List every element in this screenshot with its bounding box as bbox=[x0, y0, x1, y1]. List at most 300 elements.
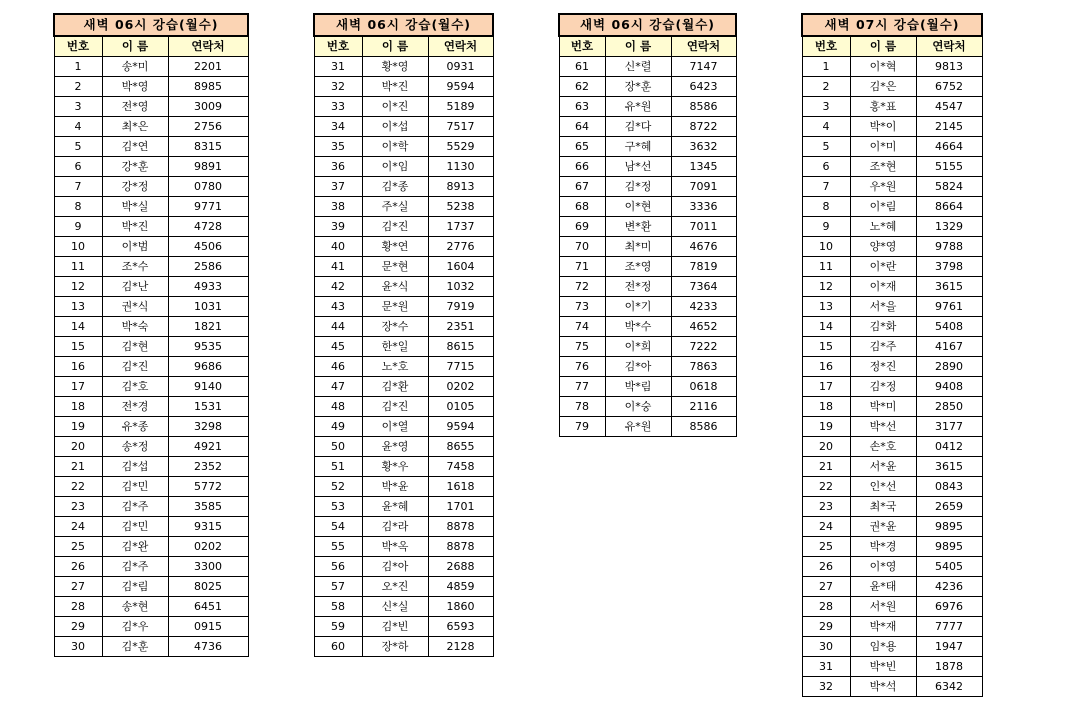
table-row bbox=[802, 677, 982, 697]
table-row bbox=[802, 657, 982, 677]
cell-name: 김*진 bbox=[362, 217, 428, 237]
cell-name: 김*림 bbox=[102, 577, 168, 597]
cell-name: 황*영 bbox=[362, 57, 428, 77]
cell-number: 20 bbox=[54, 437, 102, 457]
cell-contact: 9895 bbox=[916, 537, 982, 557]
roster-table-2 bbox=[313, 13, 494, 657]
cell-number: 11 bbox=[54, 257, 102, 277]
cell-name: 장*훈 bbox=[605, 77, 671, 97]
cell-contact: 3615 bbox=[916, 277, 982, 297]
cell-contact: 3632 bbox=[671, 137, 736, 157]
cell-contact: 0105 bbox=[428, 397, 493, 417]
table-row bbox=[802, 217, 982, 237]
cell-contact: 3585 bbox=[168, 497, 248, 517]
cell-contact: 9895 bbox=[916, 517, 982, 537]
cell-name: 유*원 bbox=[605, 97, 671, 117]
cell-number: 76 bbox=[559, 357, 605, 377]
table-row bbox=[559, 277, 736, 297]
cell-number: 1 bbox=[54, 57, 102, 77]
cell-contact: 1860 bbox=[428, 597, 493, 617]
cell-name: 인*선 bbox=[850, 477, 916, 497]
cell-contact: 4506 bbox=[168, 237, 248, 257]
cell-name: 박*재 bbox=[850, 617, 916, 637]
cell-name: 전*경 bbox=[102, 397, 168, 417]
cell-contact: 4676 bbox=[671, 237, 736, 257]
table-row bbox=[802, 437, 982, 457]
cell-contact: 3009 bbox=[168, 97, 248, 117]
cell-name: 이*진 bbox=[362, 97, 428, 117]
cell-contact: 2659 bbox=[916, 497, 982, 517]
cell-number: 25 bbox=[54, 537, 102, 557]
table-row bbox=[54, 357, 248, 377]
cell-contact: 1701 bbox=[428, 497, 493, 517]
cell-number: 31 bbox=[314, 57, 362, 77]
header-name: 이 름 bbox=[605, 36, 671, 57]
cell-name: 김*종 bbox=[362, 177, 428, 197]
cell-number: 12 bbox=[54, 277, 102, 297]
table-title-row bbox=[314, 14, 493, 36]
cell-name: 홍*표 bbox=[850, 97, 916, 117]
table-row bbox=[802, 297, 982, 317]
cell-contact: 7715 bbox=[428, 357, 493, 377]
cell-contact: 9140 bbox=[168, 377, 248, 397]
cell-name: 이*재 bbox=[850, 277, 916, 297]
table-row bbox=[802, 457, 982, 477]
cell-name: 박*실 bbox=[102, 197, 168, 217]
cell-name: 박*옥 bbox=[362, 537, 428, 557]
cell-name: 김*라 bbox=[362, 517, 428, 537]
header-name: 이 름 bbox=[362, 36, 428, 57]
cell-number: 37 bbox=[314, 177, 362, 197]
cell-contact: 2128 bbox=[428, 637, 493, 657]
cell-name: 이*희 bbox=[605, 337, 671, 357]
cell-number: 3 bbox=[802, 97, 850, 117]
table-row bbox=[314, 237, 493, 257]
header-contact: 연락처 bbox=[916, 36, 982, 57]
cell-contact: 0843 bbox=[916, 477, 982, 497]
table-row bbox=[559, 397, 736, 417]
header-number: 번호 bbox=[559, 36, 605, 57]
cell-name: 최*국 bbox=[850, 497, 916, 517]
cell-contact: 1604 bbox=[428, 257, 493, 277]
table-row bbox=[802, 397, 982, 417]
cell-number: 11 bbox=[802, 257, 850, 277]
cell-number: 40 bbox=[314, 237, 362, 257]
cell-contact: 2890 bbox=[916, 357, 982, 377]
cell-number: 6 bbox=[54, 157, 102, 177]
table-row bbox=[802, 57, 982, 77]
cell-name: 박*빈 bbox=[850, 657, 916, 677]
cell-contact: 9686 bbox=[168, 357, 248, 377]
cell-name: 김*은 bbox=[850, 77, 916, 97]
cell-contact: 3177 bbox=[916, 417, 982, 437]
cell-number: 14 bbox=[54, 317, 102, 337]
cell-name: 윤*영 bbox=[362, 437, 428, 457]
cell-contact: 5189 bbox=[428, 97, 493, 117]
table-row bbox=[802, 97, 982, 117]
cell-name: 이*섭 bbox=[362, 117, 428, 137]
cell-name: 김*화 bbox=[850, 317, 916, 337]
cell-number: 60 bbox=[314, 637, 362, 657]
cell-number: 2 bbox=[802, 77, 850, 97]
cell-name: 최*은 bbox=[102, 117, 168, 137]
cell-name: 한*일 bbox=[362, 337, 428, 357]
cell-name: 김*주 bbox=[102, 497, 168, 517]
cell-contact: 7222 bbox=[671, 337, 736, 357]
table-row bbox=[802, 617, 982, 637]
table-title: 새벽 07시 강습(월수) bbox=[802, 14, 982, 36]
cell-name: 조*수 bbox=[102, 257, 168, 277]
cell-contact: 8878 bbox=[428, 517, 493, 537]
table-row bbox=[802, 557, 982, 577]
cell-name: 김*정 bbox=[850, 377, 916, 397]
table-title-row bbox=[802, 14, 982, 36]
cell-number: 45 bbox=[314, 337, 362, 357]
cell-name: 이*범 bbox=[102, 237, 168, 257]
table-row bbox=[559, 77, 736, 97]
cell-number: 20 bbox=[802, 437, 850, 457]
table-row bbox=[559, 97, 736, 117]
cell-contact: 1947 bbox=[916, 637, 982, 657]
cell-number: 33 bbox=[314, 97, 362, 117]
cell-contact: 9408 bbox=[916, 377, 982, 397]
table-row bbox=[559, 137, 736, 157]
cell-contact: 8586 bbox=[671, 417, 736, 437]
table-row bbox=[314, 437, 493, 457]
cell-number: 19 bbox=[54, 417, 102, 437]
cell-contact: 3300 bbox=[168, 557, 248, 577]
cell-contact: 0618 bbox=[671, 377, 736, 397]
cell-name: 김*섭 bbox=[102, 457, 168, 477]
cell-contact: 4921 bbox=[168, 437, 248, 457]
cell-name: 정*진 bbox=[850, 357, 916, 377]
table-row bbox=[54, 617, 248, 637]
cell-number: 10 bbox=[802, 237, 850, 257]
table-row bbox=[314, 377, 493, 397]
table-row bbox=[314, 157, 493, 177]
cell-name: 이*학 bbox=[362, 137, 428, 157]
header-contact: 연락처 bbox=[428, 36, 493, 57]
table-row bbox=[54, 57, 248, 77]
table-row bbox=[54, 397, 248, 417]
cell-name: 김*민 bbox=[102, 517, 168, 537]
table-row bbox=[802, 577, 982, 597]
cell-name: 박*영 bbox=[102, 77, 168, 97]
table-row bbox=[559, 197, 736, 217]
table-row bbox=[802, 137, 982, 157]
table-row bbox=[802, 477, 982, 497]
cell-contact: 6752 bbox=[916, 77, 982, 97]
table-row bbox=[802, 597, 982, 617]
cell-contact: 1032 bbox=[428, 277, 493, 297]
cell-name: 박*이 bbox=[850, 117, 916, 137]
table-row bbox=[559, 117, 736, 137]
cell-name: 박*숙 bbox=[102, 317, 168, 337]
cell-name: 문*현 bbox=[362, 257, 428, 277]
table-row bbox=[54, 557, 248, 577]
cell-name: 윤*식 bbox=[362, 277, 428, 297]
table-row bbox=[559, 57, 736, 77]
cell-name: 변*환 bbox=[605, 217, 671, 237]
table-row bbox=[314, 577, 493, 597]
table-row bbox=[314, 177, 493, 197]
cell-contact: 0931 bbox=[428, 57, 493, 77]
cell-contact: 7364 bbox=[671, 277, 736, 297]
cell-number: 18 bbox=[802, 397, 850, 417]
cell-number: 15 bbox=[802, 337, 850, 357]
cell-number: 48 bbox=[314, 397, 362, 417]
cell-contact: 8025 bbox=[168, 577, 248, 597]
cell-contact: 6976 bbox=[916, 597, 982, 617]
cell-contact: 0780 bbox=[168, 177, 248, 197]
table-row bbox=[802, 197, 982, 217]
cell-contact: 5238 bbox=[428, 197, 493, 217]
cell-number: 22 bbox=[802, 477, 850, 497]
table-row bbox=[314, 317, 493, 337]
cell-name: 문*원 bbox=[362, 297, 428, 317]
cell-name: 장*수 bbox=[362, 317, 428, 337]
table-row bbox=[802, 237, 982, 257]
cell-contact: 5405 bbox=[916, 557, 982, 577]
cell-name: 권*식 bbox=[102, 297, 168, 317]
cell-contact: 4736 bbox=[168, 637, 248, 657]
table-row bbox=[559, 357, 736, 377]
cell-name: 김*훈 bbox=[102, 637, 168, 657]
table-row bbox=[54, 297, 248, 317]
cell-name: 김*난 bbox=[102, 277, 168, 297]
cell-number: 5 bbox=[802, 137, 850, 157]
cell-name: 김*아 bbox=[362, 557, 428, 577]
cell-number: 21 bbox=[54, 457, 102, 477]
cell-number: 65 bbox=[559, 137, 605, 157]
table-row bbox=[559, 177, 736, 197]
cell-contact: 4933 bbox=[168, 277, 248, 297]
cell-name: 김*진 bbox=[102, 357, 168, 377]
cell-contact: 1737 bbox=[428, 217, 493, 237]
table-row bbox=[54, 637, 248, 657]
header-contact: 연락처 bbox=[671, 36, 736, 57]
cell-name: 윤*태 bbox=[850, 577, 916, 597]
table-row bbox=[802, 517, 982, 537]
cell-name: 장*하 bbox=[362, 637, 428, 657]
cell-number: 42 bbox=[314, 277, 362, 297]
cell-contact: 7919 bbox=[428, 297, 493, 317]
cell-number: 10 bbox=[54, 237, 102, 257]
table-row bbox=[802, 497, 982, 517]
cell-name: 이*림 bbox=[850, 197, 916, 217]
cell-number: 12 bbox=[802, 277, 850, 297]
cell-contact: 7091 bbox=[671, 177, 736, 197]
cell-name: 송*정 bbox=[102, 437, 168, 457]
cell-name: 권*윤 bbox=[850, 517, 916, 537]
cell-name: 김*호 bbox=[102, 377, 168, 397]
cell-name: 전*정 bbox=[605, 277, 671, 297]
table-row bbox=[54, 457, 248, 477]
table-row bbox=[559, 157, 736, 177]
table-row bbox=[54, 537, 248, 557]
cell-contact: 0202 bbox=[168, 537, 248, 557]
cell-name: 김*아 bbox=[605, 357, 671, 377]
cell-name: 박*석 bbox=[850, 677, 916, 697]
cell-name: 박*선 bbox=[850, 417, 916, 437]
cell-contact: 5529 bbox=[428, 137, 493, 157]
table-row bbox=[802, 337, 982, 357]
cell-contact: 3798 bbox=[916, 257, 982, 277]
cell-number: 74 bbox=[559, 317, 605, 337]
cell-contact: 9594 bbox=[428, 77, 493, 97]
cell-number: 71 bbox=[559, 257, 605, 277]
cell-contact: 2756 bbox=[168, 117, 248, 137]
cell-number: 14 bbox=[802, 317, 850, 337]
cell-name: 박*진 bbox=[362, 77, 428, 97]
cell-name: 손*호 bbox=[850, 437, 916, 457]
cell-number: 62 bbox=[559, 77, 605, 97]
cell-number: 39 bbox=[314, 217, 362, 237]
cell-number: 32 bbox=[314, 77, 362, 97]
table-row bbox=[314, 57, 493, 77]
cell-contact: 5772 bbox=[168, 477, 248, 497]
cell-number: 26 bbox=[802, 557, 850, 577]
cell-name: 이*숭 bbox=[605, 397, 671, 417]
cell-number: 66 bbox=[559, 157, 605, 177]
cell-number: 50 bbox=[314, 437, 362, 457]
cell-name: 김*진 bbox=[362, 397, 428, 417]
cell-name: 김*우 bbox=[102, 617, 168, 637]
cell-contact: 9788 bbox=[916, 237, 982, 257]
cell-contact: 5155 bbox=[916, 157, 982, 177]
cell-contact: 8722 bbox=[671, 117, 736, 137]
cell-name: 이*란 bbox=[850, 257, 916, 277]
table-row bbox=[559, 337, 736, 357]
cell-contact: 7011 bbox=[671, 217, 736, 237]
header-row bbox=[802, 36, 982, 57]
cell-name: 노*혜 bbox=[850, 217, 916, 237]
table-row bbox=[54, 477, 248, 497]
cell-name: 최*미 bbox=[605, 237, 671, 257]
cell-number: 53 bbox=[314, 497, 362, 517]
cell-name: 이*기 bbox=[605, 297, 671, 317]
cell-contact: 2776 bbox=[428, 237, 493, 257]
cell-name: 우*원 bbox=[850, 177, 916, 197]
cell-contact: 2850 bbox=[916, 397, 982, 417]
cell-contact: 5408 bbox=[916, 317, 982, 337]
table-row bbox=[314, 277, 493, 297]
cell-name: 이*현 bbox=[605, 197, 671, 217]
roster-table-4 bbox=[801, 13, 983, 697]
table-row bbox=[802, 257, 982, 277]
cell-number: 68 bbox=[559, 197, 605, 217]
cell-number: 8 bbox=[802, 197, 850, 217]
cell-contact: 1329 bbox=[916, 217, 982, 237]
table-row bbox=[314, 357, 493, 377]
cell-contact: 9813 bbox=[916, 57, 982, 77]
table-row bbox=[54, 217, 248, 237]
cell-contact: 2352 bbox=[168, 457, 248, 477]
cell-contact: 8664 bbox=[916, 197, 982, 217]
cell-contact: 7777 bbox=[916, 617, 982, 637]
table-row bbox=[54, 437, 248, 457]
cell-contact: 9315 bbox=[168, 517, 248, 537]
cell-number: 27 bbox=[802, 577, 850, 597]
cell-name: 김*현 bbox=[102, 337, 168, 357]
table-row bbox=[54, 157, 248, 177]
table-row bbox=[54, 237, 248, 257]
cell-number: 23 bbox=[802, 497, 850, 517]
table-row bbox=[54, 597, 248, 617]
cell-number: 13 bbox=[54, 297, 102, 317]
cell-contact: 9771 bbox=[168, 197, 248, 217]
cell-number: 1 bbox=[802, 57, 850, 77]
cell-contact: 9594 bbox=[428, 417, 493, 437]
table-row bbox=[314, 117, 493, 137]
table-row bbox=[54, 337, 248, 357]
cell-contact: 1878 bbox=[916, 657, 982, 677]
cell-contact: 8315 bbox=[168, 137, 248, 157]
cell-name: 강*훈 bbox=[102, 157, 168, 177]
header-row bbox=[314, 36, 493, 57]
cell-number: 17 bbox=[802, 377, 850, 397]
cell-number: 35 bbox=[314, 137, 362, 157]
cell-number: 73 bbox=[559, 297, 605, 317]
cell-name: 신*렬 bbox=[605, 57, 671, 77]
table-title-row bbox=[54, 14, 248, 36]
cell-number: 24 bbox=[54, 517, 102, 537]
table-row bbox=[54, 277, 248, 297]
cell-number: 30 bbox=[54, 637, 102, 657]
cell-contact: 9535 bbox=[168, 337, 248, 357]
cell-contact: 1821 bbox=[168, 317, 248, 337]
cell-number: 51 bbox=[314, 457, 362, 477]
cell-number: 79 bbox=[559, 417, 605, 437]
cell-number: 36 bbox=[314, 157, 362, 177]
cell-name: 황*우 bbox=[362, 457, 428, 477]
cell-contact: 7458 bbox=[428, 457, 493, 477]
cell-name: 김*민 bbox=[102, 477, 168, 497]
cell-name: 오*진 bbox=[362, 577, 428, 597]
table-row bbox=[802, 317, 982, 337]
table-row bbox=[54, 77, 248, 97]
cell-name: 이*혁 bbox=[850, 57, 916, 77]
table-row bbox=[314, 537, 493, 557]
cell-number: 28 bbox=[802, 597, 850, 617]
table-row bbox=[54, 137, 248, 157]
cell-number: 7 bbox=[802, 177, 850, 197]
cell-number: 16 bbox=[802, 357, 850, 377]
cell-name: 조*현 bbox=[850, 157, 916, 177]
cell-name: 유*종 bbox=[102, 417, 168, 437]
header-name: 이 름 bbox=[850, 36, 916, 57]
cell-number: 18 bbox=[54, 397, 102, 417]
cell-name: 윤*혜 bbox=[362, 497, 428, 517]
table-row bbox=[802, 277, 982, 297]
table-row bbox=[314, 617, 493, 637]
table-row bbox=[314, 397, 493, 417]
cell-contact: 2586 bbox=[168, 257, 248, 277]
cell-number: 27 bbox=[54, 577, 102, 597]
cell-name: 이*열 bbox=[362, 417, 428, 437]
table-row bbox=[54, 197, 248, 217]
cell-number: 25 bbox=[802, 537, 850, 557]
table-row bbox=[802, 157, 982, 177]
table-row bbox=[54, 317, 248, 337]
cell-contact: 6342 bbox=[916, 677, 982, 697]
cell-name: 신*실 bbox=[362, 597, 428, 617]
table-row bbox=[314, 257, 493, 277]
table-row bbox=[559, 417, 736, 437]
cell-contact: 8878 bbox=[428, 537, 493, 557]
cell-contact: 2351 bbox=[428, 317, 493, 337]
cell-contact: 4652 bbox=[671, 317, 736, 337]
